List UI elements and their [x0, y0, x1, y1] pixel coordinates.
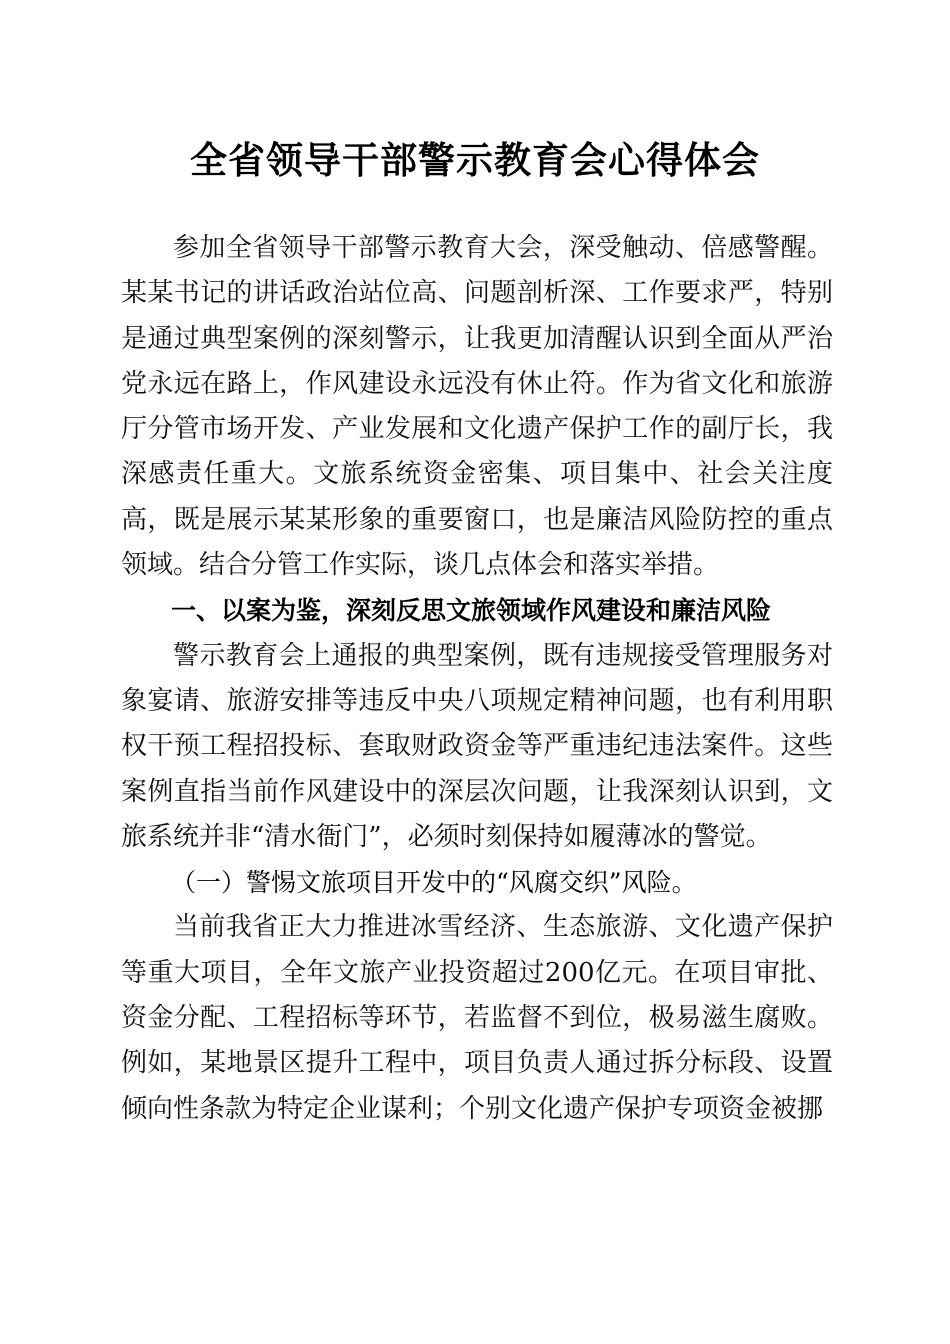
subsection-1-paragraph: 当前我省正大力推进冰雪经济、生态旅游、文化遗产保护等重大项目，全年文旅产业投资超过200亿元。在项目审批、资金分配、工程招标等环节，若监督不到位，极易滋生腐败。例如，某地景区提升工程中，项目负责人通过拆分标段、设置倾向性条款为特定企业谋利；个别文化遗产保护专项资金被挪 [121, 912, 833, 1124]
document-title: 全省领导干部警示教育会心得体会 [190, 138, 760, 182]
intro-paragraph: 参加全省领导干部警示教育大会，深受触动、倍感警醒。某某书记的讲话政治站位高、问题剖析深、工作要求严，特别是通过典型案例的深刻警示，让我更加清醒认识到全面从严治党永远在路上，作风建设永远没有休止符。作为省文化和旅游厅分管市场开发、产业发展和文化遗产保护工作的副厅长，我深感责任重大。文旅系统资金密集、项目集中、社会关注度高，既是展示某某形象的重要窗口，也是廉洁风险防控的重点领域。结合分管工作实际，谈几点体会和落实举措。 [121, 233, 833, 581]
section-1-paragraph: 警示教育会上通报的典型案例，既有违规接受管理服务对象宴请、旅游安排等违反中央八项规定精神问题，也有利用职权干预工程招投标、套取财政资金等严重违纪违法案件。这些案例直指当前作风建设中的深层次问题，让我深刻认识到，文旅系统并非“清水衙门”，必须时刻保持如履薄冰的警觉。 [121, 640, 833, 852]
section-1-heading: 一、以案为鉴，深刻反思文旅领域作风建设和廉洁风险 [171, 596, 772, 626]
document-body [121, 226, 833, 1132]
subsection-1-heading: （一）警惕文旅项目开发中的“风腐交织”风险。 [171, 868, 697, 898]
